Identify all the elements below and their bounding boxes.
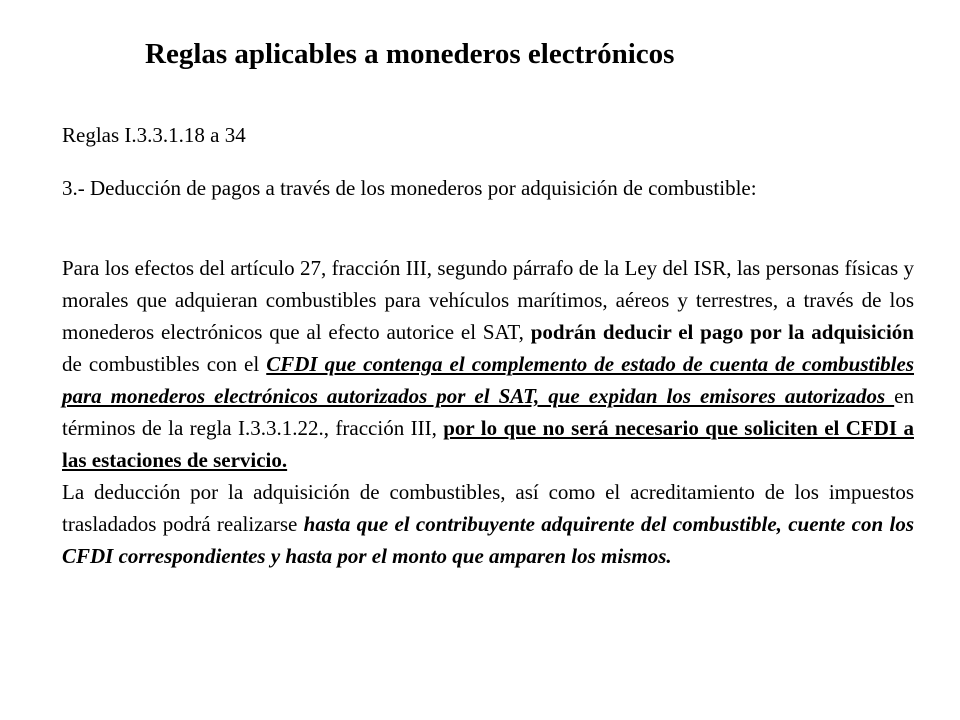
paragraph-accreditation (62, 476, 914, 572)
paragraph2-bold-italic: hasta que el contribuyente adquirente del combustible, cuente con los CFDI correspondientes y hasta por el monto que amparen los mismos. (62, 512, 914, 568)
body-text (62, 252, 914, 572)
page-title: Reglas aplicables a monederos electrónicos (145, 38, 675, 70)
section-heading: 3.- Deducción de pagos a través de los monederos por adquisición de combustible: (62, 176, 757, 200)
paragraph1-bold-deduct: podrán deducir el pago por la adquisición (530, 320, 914, 344)
paragraph-deduction-rule (62, 252, 914, 476)
paragraph1-text-c: en términos de la regla I.3.3.1.22., fracción III, (62, 384, 914, 440)
paragraph1-text-a: Para los efectos del artículo 27, fracción III, segundo párrafo de la Ley del ISR, las personas físicas y morales que adquieran combustibles para vehículos marítimos, aéreos y terrestres, a través de los monederos electrónicos que al efecto autorice el SAT, (62, 256, 914, 344)
paragraph1-no-cfdi-needed: por lo que no será necesario que soliciten el CFDI a las estaciones de servicio. (62, 416, 914, 472)
rules-subtitle: Reglas I.3.3.1.18 a 34 (62, 123, 246, 147)
paragraph1-cfdi-complement: CFDI que contenga el complemento de estado de cuenta de combustibles para monederos electrónicos autorizados por el SAT, que expidan los emisores autorizados (62, 352, 915, 408)
paragraph1-text-b: de combustibles con el (62, 352, 267, 376)
paragraph2-text-a: La deducción por la adquisición de combustibles, así como el acreditamiento de los impuestos trasladados podrá realizarse (62, 480, 914, 536)
